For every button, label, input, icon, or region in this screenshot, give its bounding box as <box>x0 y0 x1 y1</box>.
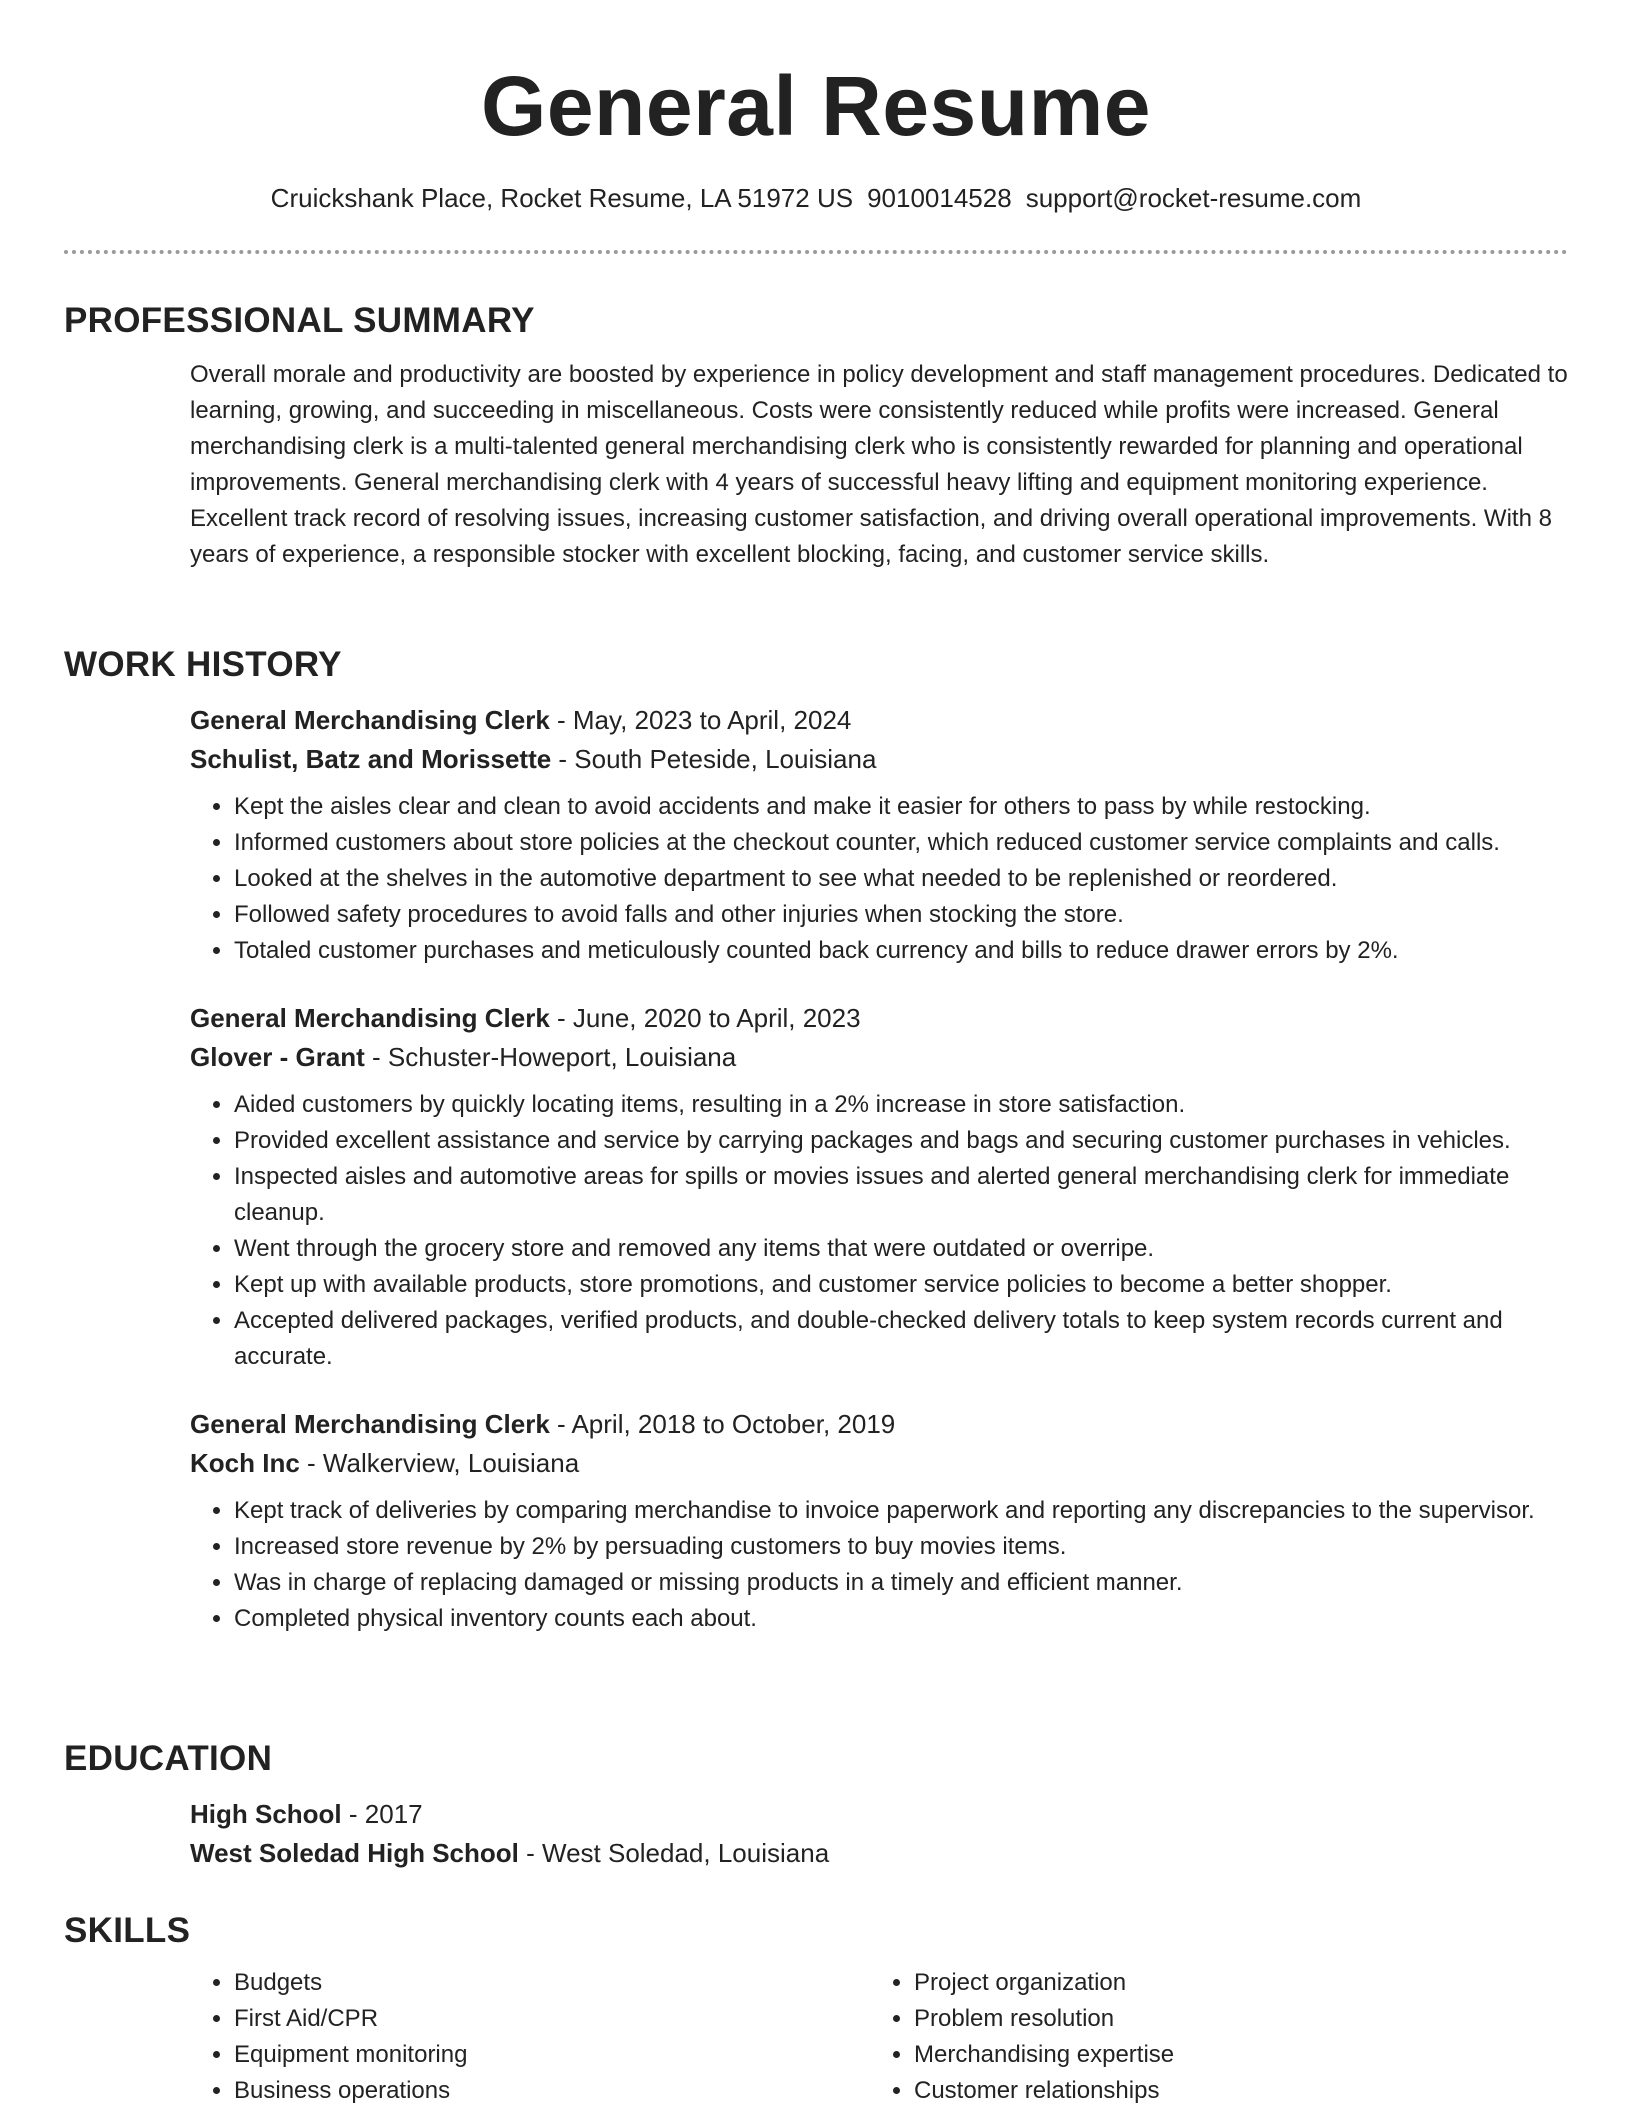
job-company: Schulist, Batz and Morissette <box>190 744 552 774</box>
job-company: Koch Inc <box>190 1448 300 1478</box>
job-bullets <box>190 1087 1570 1375</box>
skills-grid <box>190 1965 1570 2109</box>
job-bullet: • Aided customers by quickly locating items, resulting in a 2% increase in store satisfaction. <box>234 1087 1570 1123</box>
job-entry <box>190 999 1570 1375</box>
skill-item: • Project organization <box>914 1965 1550 2001</box>
job-company-line <box>190 740 1570 779</box>
skill-item: • Business operations <box>234 2073 870 2109</box>
job-role: General Merchandising Clerk <box>190 705 550 735</box>
contact-address: Cruickshank Place, Rocket Resume, LA 51972 US <box>270 183 854 213</box>
job-bullet: • Inspected aisles and automotive areas for spills or movies issues and alerted general merchandising clerk for immediate cleanup. <box>234 1159 1570 1231</box>
job-company: Glover - Grant <box>190 1042 365 1072</box>
job-dates: - May, 2023 to April, 2024 <box>549 705 852 735</box>
skill-item: • Equipment monitoring <box>234 2037 870 2073</box>
job-bullet: • Went through the grocery store and removed any items that were outdated or overripe. <box>234 1231 1570 1267</box>
skill-item: • Budgets <box>234 1965 870 2001</box>
job-bullet: • Totaled customer purchases and meticulously counted back currency and bills to reduce drawer errors by 2%. <box>234 933 1570 969</box>
contact-email: support@rocket-resume.com <box>1025 183 1362 213</box>
job-bullet: • Was in charge of replacing damaged or missing products in a timely and efficient manner. <box>234 1565 1570 1601</box>
work-section <box>64 643 1568 1637</box>
education-section <box>64 1737 1568 1873</box>
job-title-line <box>190 701 1570 740</box>
job-entry <box>190 701 1570 969</box>
contact-line <box>0 181 1632 215</box>
education-school: West Soledad High School <box>190 1838 519 1868</box>
job-bullet: • Followed safety procedures to avoid falls and other injuries when stocking the store. <box>234 897 1570 933</box>
job-bullet: • Kept up with available products, store promotions, and customer service policies to become a better shopper. <box>234 1267 1570 1303</box>
job-bullets <box>190 789 1570 969</box>
job-bullet: • Looked at the shelves in the automotive department to see what needed to be replenished or reordered. <box>234 861 1570 897</box>
skills-heading: SKILLS <box>64 1911 191 1950</box>
education-degree: High School <box>190 1799 342 1829</box>
summary-section <box>64 299 1568 573</box>
skill-item: • Customer relationships <box>914 2073 1550 2109</box>
header-divider <box>64 250 1568 254</box>
skills-section <box>64 1909 1568 2109</box>
education-entry <box>190 1795 1570 1873</box>
job-dates: - April, 2018 to October, 2019 <box>549 1409 896 1439</box>
summary-heading: PROFESSIONAL SUMMARY <box>64 301 535 340</box>
job-bullet: • Provided excellent assistance and service by carrying packages and bags and securing customer purchases in vehicles. <box>234 1123 1570 1159</box>
job-bullet: • Kept track of deliveries by comparing merchandise to invoice paperwork and reporting any discrepancies to the supervisor. <box>234 1493 1570 1529</box>
job-company-line <box>190 1038 1570 1077</box>
job-bullets <box>190 1493 1570 1637</box>
skills-column-right <box>870 1965 1550 2109</box>
job-location: - Walkerview, Louisiana <box>299 1448 580 1478</box>
job-bullet: • Accepted delivered packages, verified products, and double-checked delivery totals to keep system records current and accurate. <box>234 1303 1570 1375</box>
skills-column-left <box>190 1965 870 2109</box>
job-location: - Schuster-Howeport, Louisiana <box>364 1042 737 1072</box>
skill-item: • Merchandising expertise <box>914 2037 1550 2073</box>
contact-phone: 9010014528 <box>867 183 1012 213</box>
skills-list <box>870 1965 1550 2109</box>
job-company-line <box>190 1444 1570 1483</box>
job-title-line <box>190 999 1570 1038</box>
job-title-line <box>190 1405 1570 1444</box>
job-role: General Merchandising Clerk <box>190 1003 550 1033</box>
job-bullet: • Completed physical inventory counts each about. <box>234 1601 1570 1637</box>
education-heading: EDUCATION <box>64 1739 273 1778</box>
job-entry <box>190 1405 1570 1637</box>
job-dates: - June, 2020 to April, 2023 <box>549 1003 861 1033</box>
job-bullet: • Increased store revenue by 2% by persuading customers to buy movies items. <box>234 1529 1570 1565</box>
education-school-line <box>190 1834 1570 1873</box>
summary-text: Overall morale and productivity are boosted by experience in policy development and staff management procedures. Dedicated to learning, growing, and succeeding in miscellaneous. Costs were consistently reduced while profits were increased. General merchandising clerk is a multi-talented general merchandising clerk who is consistently rewarded for planning and operational improvements. General merchandising clerk with 4 years of successful heavy lifting and equipment monitoring experience. Excellent track record of resolving issues, increasing customer satisfaction, and driving overall operational improvements. With 8 years of experience, a responsible stocker with excellent blocking, facing, and customer service skills. <box>190 361 1568 568</box>
job-role: General Merchandising Clerk <box>190 1409 550 1439</box>
education-location: - West Soledad, Louisiana <box>518 1838 830 1868</box>
resume-name: General Resume <box>481 59 1151 153</box>
education-degree-line <box>190 1795 1570 1834</box>
skills-list <box>190 1965 870 2109</box>
work-heading: WORK HISTORY <box>64 645 342 684</box>
job-location: - South Peteside, Louisiana <box>551 744 877 774</box>
education-year: - 2017 <box>341 1799 423 1829</box>
job-bullet: • Informed customers about store policies at the checkout counter, which reduced customer service complaints and calls. <box>234 825 1570 861</box>
skill-item: • Problem resolution <box>914 2001 1550 2037</box>
skill-item: • First Aid/CPR <box>234 2001 870 2037</box>
job-bullet: • Kept the aisles clear and clean to avoid accidents and make it easier for others to pass by while restocking. <box>234 789 1570 825</box>
